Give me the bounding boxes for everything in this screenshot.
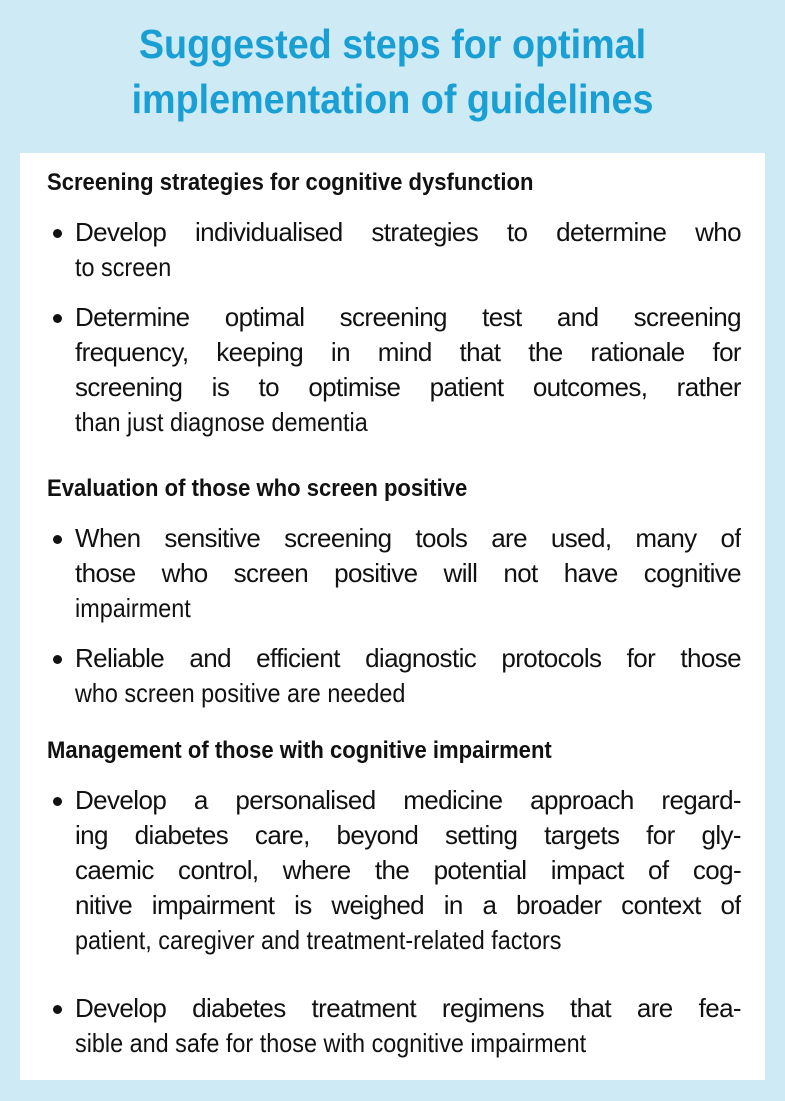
bullet-dot-icon bbox=[53, 229, 62, 238]
title-line-2: implementation of guidelines bbox=[131, 76, 654, 122]
bullet-line: screening is to optimise patient outcomes, rather bbox=[75, 372, 741, 402]
bullet-line: who screen positive are needed bbox=[75, 678, 406, 708]
bullet-line: Develop diabetes treatment regimens that are fea- bbox=[75, 993, 741, 1023]
bullet-line: When sensitive screening tools are used, many of bbox=[75, 523, 741, 553]
bullet-line: Determine optimal screening test and screening bbox=[75, 302, 741, 332]
bullet-line: Develop a personalised medicine approach regard- bbox=[75, 785, 741, 815]
page-title bbox=[0, 17, 785, 127]
bullet-dot-icon bbox=[53, 535, 62, 544]
bullet-line: caemic control, where the potential impact of cog- bbox=[75, 855, 741, 885]
section-heading-screening: Screening strategies for cognitive dysfunction bbox=[47, 169, 534, 196]
section-heading-evaluation: Evaluation of those who screen positive bbox=[47, 475, 468, 502]
bullet-line: those who screen positive will not have cognitive bbox=[75, 558, 741, 588]
bullet-dot-icon bbox=[53, 1005, 62, 1014]
section-heading-management: Management of those with cognitive impairment bbox=[47, 737, 552, 764]
bullet-dot-icon bbox=[53, 314, 62, 323]
bullet-dot-icon bbox=[53, 655, 62, 664]
bullet-line: than just diagnose dementia bbox=[75, 407, 368, 437]
bullet-line: Develop individualised strategies to determine who bbox=[75, 217, 741, 247]
bullet-dot-icon bbox=[53, 797, 62, 806]
bullet-line: sible and safe for those with cognitive impairment bbox=[75, 1028, 587, 1058]
bullet-line: frequency, keeping in mind that the rationale for bbox=[75, 337, 741, 367]
bullet-line: Reliable and efficient diagnostic protocols for those bbox=[75, 643, 741, 673]
bullet-line: ing diabetes care, beyond setting targets for gly- bbox=[75, 820, 741, 850]
guidelines-panel bbox=[20, 153, 765, 1080]
bullet-line: impairment bbox=[75, 593, 191, 623]
title-line-1: Suggested steps for optimal bbox=[138, 21, 647, 67]
bullet-line: patient, caregiver and treatment-related factors bbox=[75, 925, 562, 955]
bullet-line: nitive impairment is weighed in a broader context of bbox=[75, 890, 741, 920]
bullet-line: to screen bbox=[75, 252, 172, 282]
